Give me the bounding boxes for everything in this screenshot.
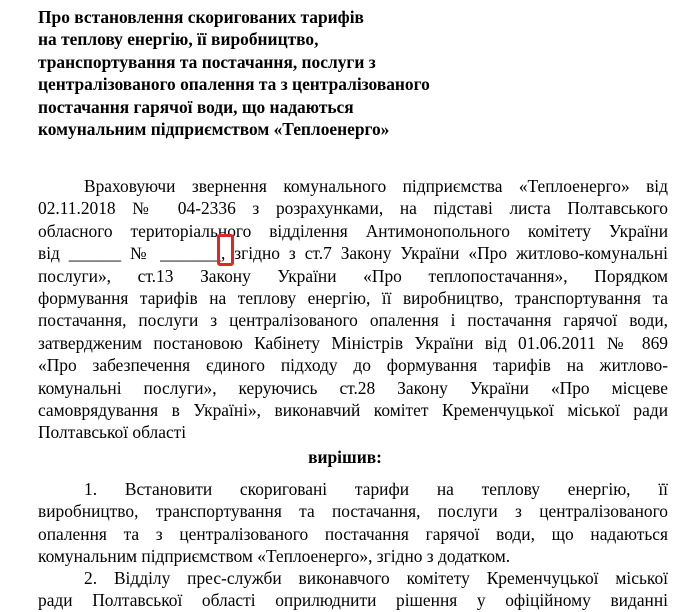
preamble-line: обласного територіального відділення Антимонопольного комітету України: [38, 220, 668, 241]
preamble-line: самоврядування в Україні», виконавчий комітет Кременчуцької міської ради: [38, 400, 668, 421]
item-1-line: 1. Встановити скориговані тарифи на теплову енергію, її: [84, 479, 668, 499]
decision-heading: вирішив:: [308, 447, 382, 467]
highlight-box: [217, 234, 234, 266]
item-1-line: виробництво, транспортування та постачання, послуги з централізованого: [38, 501, 668, 522]
item-1-line: опалення та з централізованого постачання гарячої води, що надаються: [38, 523, 668, 544]
item-1-paragraph: [38, 478, 668, 568]
preamble-line: комунальні послуги», керуючись ст.28 Закону України «Про місцеве: [38, 377, 668, 398]
preamble-line: затвердженим постановою Кабінету Міністрів України від 01.06.2011 № 869: [38, 332, 668, 353]
preamble-line: «Про забезпечення єдиного підходу до формування тарифів на житлово-: [38, 355, 668, 376]
preamble-line: Полтавської області: [38, 422, 187, 443]
title-line: централізованого опалення та з централізованого: [38, 74, 430, 95]
title-line: транспортування та постачання, послуги з: [38, 51, 376, 72]
preamble-line: постачання, послуги з централізованого опалення і постачання гарячої води,: [38, 310, 668, 331]
preamble-line: від ______ № _______, згідно з ст.7 Закону України «Про житлово-комунальні: [38, 243, 668, 264]
title-line: комунальним підприємством «Теплоенерго»: [38, 119, 390, 140]
preamble-line: формування тарифів на теплову енергію, її виробництво, транспортування та: [38, 288, 668, 309]
item-2-line: 2. Відділу прес-служби виконавчого комітету Кременчуцької міської: [84, 568, 668, 588]
document-title: [38, 6, 498, 140]
preamble-line: Враховуючи звернення комунального підприємства «Теплоенерго» від: [84, 176, 668, 196]
item-2-line: ради Полтавської області оприлюднити рішення у офіційному виданні: [38, 590, 668, 611]
preamble-line: послуги», ст.13 Закону України «Про теплопостачання», Порядком: [38, 265, 668, 286]
title-line: на теплову енергію, її виробництво,: [38, 29, 319, 50]
preamble-paragraph: [38, 175, 668, 444]
title-line: Про встановлення скоригованих тарифів: [38, 7, 364, 27]
preamble-line: 02.11.2018 № 04-2336 з розрахунками, на підставі листа Полтавського: [38, 198, 668, 219]
item-1-line: комунальним підприємством «Теплоенерго», згідно з додатком.: [38, 546, 511, 567]
title-line: постачання гарячої води, що надаються: [38, 96, 354, 117]
item-2-paragraph: [38, 567, 668, 612]
